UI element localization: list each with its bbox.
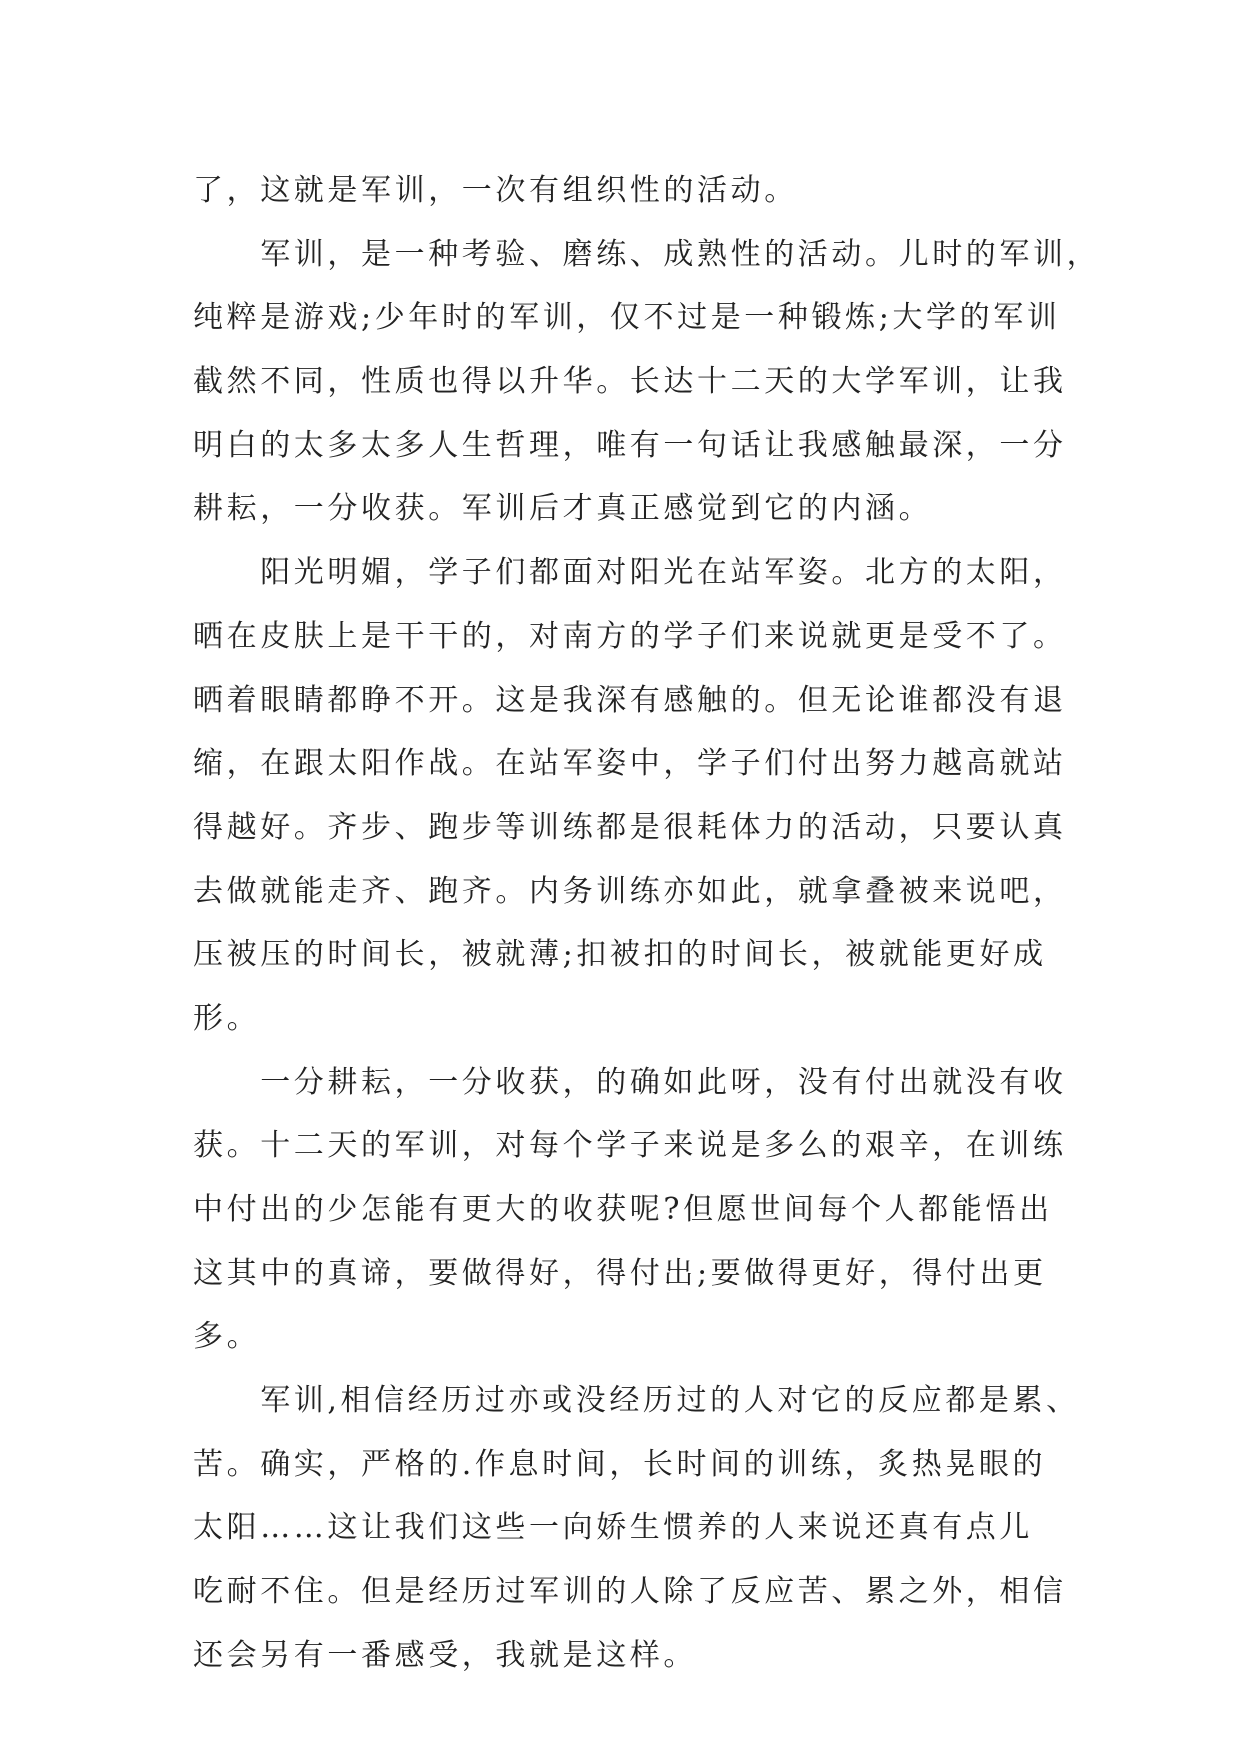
essay-body <box>193 159 1101 1688</box>
text-line: 晒着眼睛都睁不开。这是我深有感触的。但无论谁都没有退 <box>193 682 1067 718</box>
text-line: 还会另有一番感受，我就是这样。 <box>193 1637 697 1673</box>
text-line: 吃耐不住。但是经历过军训的人除了反应苦、累之外，相信 <box>193 1574 1067 1610</box>
text-line: 中付出的少怎能有更大的收获呢?但愿世间每个人都能悟出 <box>193 1192 1053 1227</box>
text-line: 压被压的时间长，被就薄;扣被扣的时间长，被就能更好成 <box>193 937 1047 973</box>
text-line: 纯粹是游戏;少年时的军训，仅不过是一种锻炼;大学的军训 <box>193 300 1061 336</box>
text-line: 太阳……这让我们这些一向娇生惯养的人来说还真有点儿 <box>193 1510 1033 1546</box>
text-line: 晒在皮肤上是干干的，对南方的学子们来说就更是受不了。 <box>193 618 1067 654</box>
text-line: 这其中的真谛，要做得好，得付出;要做得更好，得付出更 <box>193 1255 1047 1291</box>
text-line: 军训,相信经历过亦或没经历过的人对它的反应都是累、 <box>193 1383 1080 1419</box>
text-line: 耕耘，一分收获。军训后才真正感觉到它的内涵。 <box>193 491 933 527</box>
text-line: 形。 <box>193 1000 261 1036</box>
text-line: 军训，是一种考验、磨练、成熟性的活动。儿时的军训， <box>193 236 1101 272</box>
text-line: 多。 <box>193 1319 261 1355</box>
text-line: 阳光明媚，学子们都面对阳光在站军姿。北方的太阳， <box>193 555 1067 591</box>
text-line: 截然不同，性质也得以升华。长达十二天的大学军训，让我 <box>193 364 1067 400</box>
text-line: 一分耕耘，一分收获，的确如此呀，没有付出就没有收 <box>193 1064 1067 1100</box>
text-line: 去做就能走齐、跑齐。内务训练亦如此，就拿叠被来说吧， <box>193 873 1067 909</box>
text-line: 了，这就是军训，一次有组织性的活动。 <box>193 173 798 208</box>
text-line: 明白的太多太多人生哲理，唯有一句话让我感触最深，一分 <box>193 427 1067 463</box>
text-line: 苦。确实，严格的.作息时间，长时间的训练，炙热晃眼的 <box>193 1446 1047 1482</box>
text-line: 得越好。齐步、跑步等训练都是很耗体力的活动，只要认真 <box>193 809 1067 845</box>
text-line: 缩，在跟太阳作战。在站军姿中，学子们付出努力越高就站 <box>193 746 1067 782</box>
text-line: 获。十二天的军训，对每个学子来说是多么的艰辛，在训练 <box>193 1128 1067 1164</box>
